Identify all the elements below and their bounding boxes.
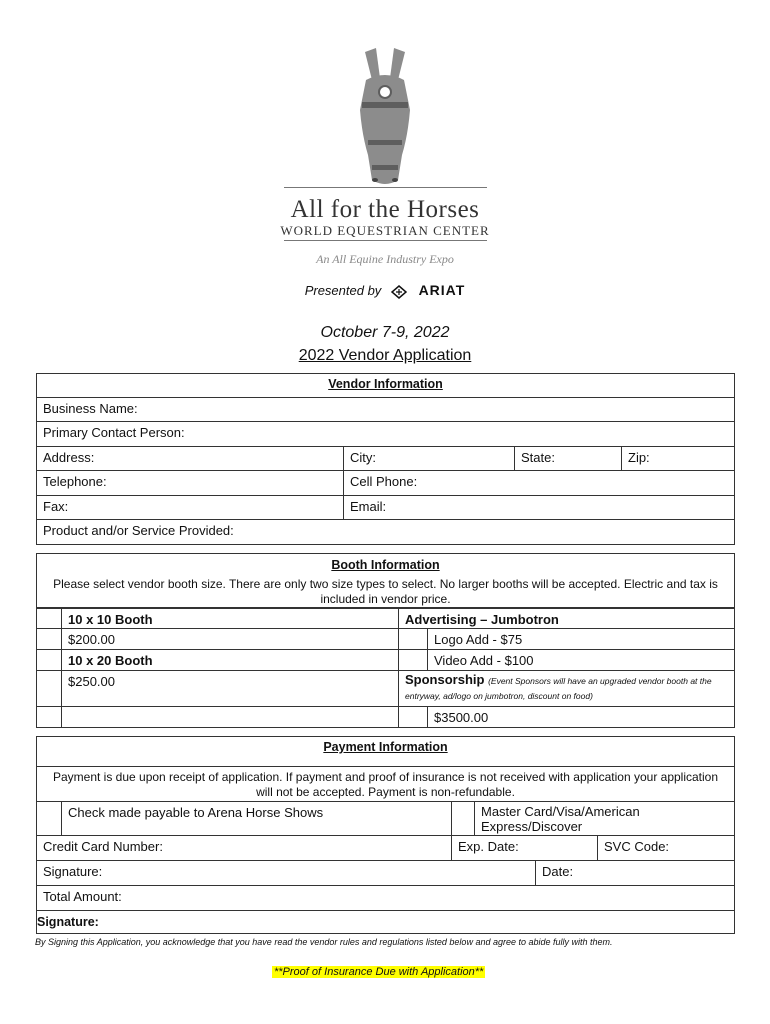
booth-10x10-price: $200.00 [61, 628, 399, 650]
brand-tagline: An All Equine Industry Expo [316, 252, 454, 266]
card-checkbox[interactable] [451, 801, 475, 836]
signature-field[interactable] [36, 860, 536, 886]
city-label: City: [350, 450, 376, 465]
bottom-rule [284, 240, 487, 241]
svc-code-field[interactable] [597, 835, 735, 861]
cell-phone-field[interactable] [343, 470, 735, 496]
booth-10x20-checkbox[interactable] [36, 649, 62, 671]
fax-label: Fax: [43, 499, 69, 514]
product-service-field[interactable] [36, 519, 735, 545]
booth-info-heading: Booth Information [331, 558, 440, 572]
payment-info-heading: Payment Information [323, 740, 448, 754]
price-10x10-spacer [36, 628, 62, 650]
total-amount-label: Total Amount: [43, 889, 122, 904]
acknowledgement-text: By Signing this Application, you acknowledge that you have read the vendor rules and regulations listed below and agree to abide fully with them. [35, 937, 613, 947]
presented-by [0, 282, 770, 299]
primary-contact-field[interactable] [36, 421, 735, 447]
telephone-field[interactable] [36, 470, 344, 496]
cell-phone-label: Cell Phone: [350, 474, 418, 489]
city-field[interactable] [343, 446, 515, 471]
sponsorship-note: (Event Sponsors will have an upgraded vendor booth at the entryway, ad/logo on jumbotron, discount on food) [405, 676, 712, 701]
sponsorship-spacer [36, 706, 62, 728]
business-name-label: Business Name: [43, 401, 138, 416]
sponsorship-cell [398, 670, 735, 707]
state-field[interactable] [514, 446, 622, 471]
address-label: Address: [43, 450, 95, 465]
logo-add-label: Logo Add - $75 [427, 628, 735, 650]
sponsorship-label: Sponsorship [405, 672, 485, 687]
booth-10x20-price: $250.00 [61, 670, 399, 707]
sponsor-logo-text: ARIAT [418, 282, 466, 298]
business-name-field[interactable] [36, 397, 735, 422]
video-add-checkbox[interactable] [398, 649, 428, 671]
price-10x20-spacer [36, 670, 62, 707]
signature-label: Signature: [43, 864, 103, 879]
svc-code-label: SVC Code: [604, 839, 670, 854]
exp-date-label: Exp. Date: [458, 839, 519, 854]
sponsorship-price: $3500.00 [427, 706, 735, 728]
brand-name: All for the Horses [290, 196, 480, 223]
telephone-label: Telephone: [43, 474, 107, 489]
proof-of-insurance-notice: **Proof of Insurance Due with Application** [274, 966, 484, 978]
sponsorship-blank [61, 706, 399, 728]
credit-card-number-field[interactable] [36, 835, 452, 861]
booth-10x20-label: 10 x 20 Booth [61, 649, 399, 671]
cards-label: Master Card/Visa/American Express/Discover [474, 801, 735, 836]
top-rule [284, 187, 487, 188]
booth-instructions: Please select vendor booth size. There are only two size types to select. No larger booths will be accepted. Electric and tax is included in vendor price. [36, 574, 735, 608]
booth-10x10-label: 10 x 10 Booth [61, 608, 399, 629]
email-field[interactable] [343, 495, 735, 520]
horse-head-icon [0, 40, 770, 190]
fax-field[interactable] [36, 495, 344, 520]
advertising-label: Advertising – Jumbotron [398, 608, 735, 629]
final-signature-field[interactable] [36, 910, 735, 934]
brand-center: WORLD EQUESTRIAN CENTER [280, 223, 490, 238]
video-add-label: Video Add - $100 [427, 649, 735, 671]
ariat-logo-icon [391, 285, 407, 299]
date-label: Date: [542, 864, 574, 879]
check-checkbox[interactable] [36, 801, 62, 836]
state-label: State: [521, 450, 555, 465]
logo-add-checkbox[interactable] [398, 628, 428, 650]
booth-10x10-checkbox[interactable] [36, 608, 62, 629]
check-label: Check made payable to Arena Horse Shows [61, 801, 452, 836]
sponsorship-checkbox[interactable] [398, 706, 428, 728]
total-amount-field[interactable] [36, 885, 735, 911]
zip-field[interactable] [621, 446, 735, 471]
presented-by-label: Presented by [304, 283, 382, 298]
payment-instructions: Payment is due upon receipt of application. If payment and proof of insurance is not received with application your application will not be accepted. Payment is non-refundable. [36, 766, 735, 802]
page-title: 2022 Vendor Application [298, 347, 472, 364]
vendor-info-heading: Vendor Information [328, 377, 443, 391]
email-label: Email: [350, 499, 387, 514]
date-field[interactable] [535, 860, 735, 886]
exp-date-field[interactable] [451, 835, 598, 861]
product-service-label: Product and/or Service Provided: [43, 523, 234, 538]
address-field[interactable] [36, 446, 344, 471]
credit-card-number-label: Credit Card Number: [43, 839, 163, 854]
zip-label: Zip: [628, 450, 650, 465]
event-dates: October 7-9, 2022 [320, 324, 450, 341]
primary-contact-label: Primary Contact Person: [43, 425, 185, 440]
final-signature-label: Signature: [37, 915, 99, 929]
event-logo [0, 40, 770, 310]
